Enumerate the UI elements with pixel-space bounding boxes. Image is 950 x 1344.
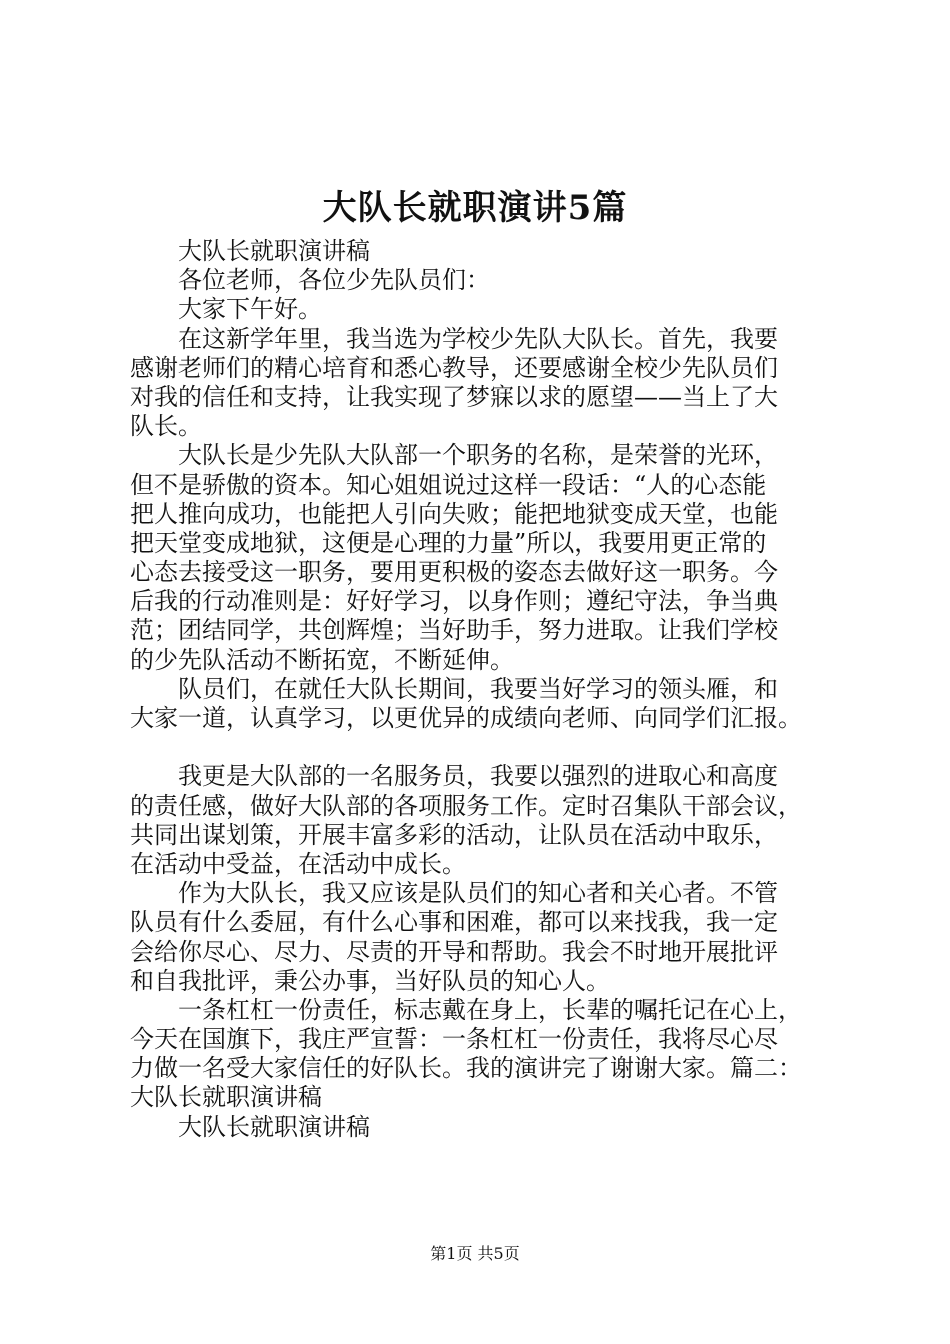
body-line: 队员有什么委屈，有什么心事和困难，都可以来找我，我一定 [130,908,778,937]
body-line: 和自我批评，秉公办事，当好队员的知心人。 [130,966,610,995]
body-line: 队员们，在就任大队长期间，我要当好学习的领头雁，和 [178,674,778,703]
body-line: 范；团结同学，共创辉煌；当好助手，努力进取。让我们学校 [130,616,778,645]
paragraph-gap [130,733,855,762]
body-line: 作为大队长，我又应该是队员们的知心者和关心者。不管 [178,879,778,908]
body-line: 大队长就职演讲稿 [178,237,370,265]
body-line: 把天堂变成地狱，这便是心理的力量”所以，我要用更正常的 [130,528,767,557]
body-line: 的少先队活动不断拓宽，不断延伸。 [130,645,514,674]
body-line: 在这新学年里，我当选为学校少先队大队长。首先，我要 [178,324,778,353]
document-body [130,237,855,1142]
body-line: 在活动中受益，在活动中成长。 [130,849,466,878]
body-line: 大家下午好。 [178,295,322,324]
body-line: 各位老师，各位少先队员们： [178,266,490,295]
body-line: 把人推向成功，也能把人引向失败；能把地狱变成天堂，也能 [130,499,778,528]
body-line: 力做一名受大家信任的好队长。我的演讲完了谢谢大家。篇二： [130,1054,802,1083]
body-line: 大队长是少先队大队部一个职务的名称，是荣誉的光环， [178,441,778,470]
body-line: 感谢老师们的精心培育和悉心教导，还要感谢全校少先队员们 [130,353,778,382]
body-line: 后我的行动准则是：好好学习，以身作则；遵纪守法，争当典 [130,587,778,616]
body-line: 的责任感，做好大队部的各项服务工作。定时召集队干部会议， [130,791,802,820]
body-line: 对我的信任和支持，让我实现了梦寐以求的愿望——当上了大 [130,382,778,411]
body-line: 心态去接受这一职务，要用更积极的姿态去做好这一职务。今 [130,558,778,587]
body-line: 我更是大队部的一名服务员，我要以强烈的进取心和高度 [178,762,778,791]
document-title: 大队长就职演讲5篇 [322,188,628,228]
body-line: 但不是骄傲的资本。知心姐姐说过这样一段话：“人的心态能 [130,470,767,499]
body-line: 一条杠杠一份责任，标志戴在身上，长辈的嘱托记在心上， [178,995,802,1024]
body-line: 会给你尽心、尽力、尽责的开导和帮助。我会不时地开展批评 [130,937,778,966]
body-line: 大家一道，认真学习，以更优异的成绩向老师、向同学们汇报。 [130,704,802,732]
body-line: 共同出谋划策，开展丰富多彩的活动，让队员在活动中取乐， [130,820,778,849]
body-line: 大队长就职演讲稿 [130,1083,322,1112]
body-line: 队长。 [130,412,202,441]
body-line: 今天在国旗下，我庄严宣誓：一条杠杠一份责任，我将尽心尽 [130,1025,778,1054]
page-footer: 第1页 共5页 [430,1244,520,1263]
body-line: 大队长就职演讲稿 [178,1112,370,1141]
